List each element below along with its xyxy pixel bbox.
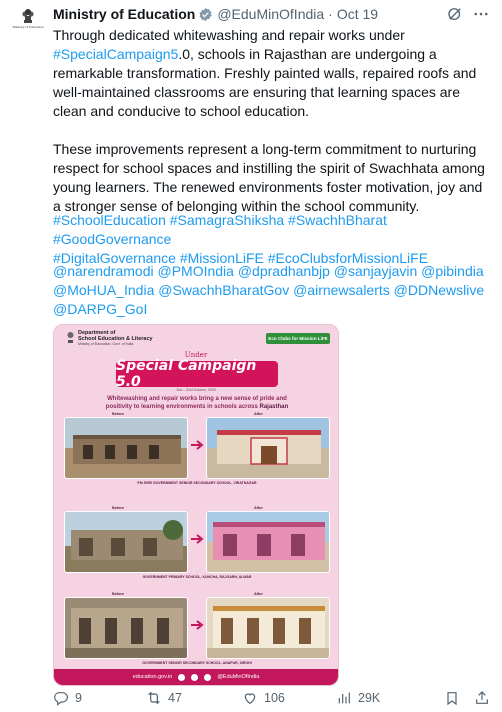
before-photo <box>64 597 188 659</box>
dept-subtitle: Ministry of Education, Govt. of India <box>78 342 134 346</box>
grok-icon[interactable] <box>446 5 464 23</box>
hashtag-list <box>53 211 493 268</box>
footer-handle: @EduMinOfIndia <box>217 674 260 680</box>
tweet-text <box>53 26 493 216</box>
eco-club-badge: Eco Clubs for Mission LiFE <box>266 333 330 344</box>
arrow-right-icon <box>190 534 204 544</box>
after-label: After <box>254 506 263 510</box>
dept-emblem-icon <box>66 330 75 344</box>
share-icon <box>474 690 490 706</box>
photo-row <box>64 412 330 485</box>
views-icon <box>336 690 352 706</box>
dept-name: Department of School Education & Literacy <box>78 330 153 342</box>
reply-count: 9 <box>75 691 82 705</box>
repost-count: 47 <box>168 691 182 705</box>
before-photo <box>64 511 188 573</box>
author-name[interactable]: Ministry of Education <box>53 6 196 22</box>
campaign-title: Special Campaign 5.0 <box>116 361 278 387</box>
school-name: GOVERNMENT SENIOR SECONDARY SCHOOL, ANAPUR, SIROHI <box>142 661 252 665</box>
like-count: 106 <box>264 691 285 705</box>
hashtag-line[interactable]: #DigitalGovernance #MissionLiFE #EcoClubsforMissionLiFE <box>53 250 429 266</box>
after-label: After <box>254 412 263 416</box>
reply-icon <box>53 690 69 706</box>
before-label: Before <box>112 592 125 596</box>
under-label: Under <box>184 351 208 359</box>
footer-website: education.gov.in <box>132 674 173 680</box>
photo-row <box>64 506 330 579</box>
hashtag-line[interactable]: #SchoolEducation #SamagraShiksha #SwachhBharat #GoodGovernance <box>53 212 387 247</box>
social-icon <box>178 674 185 681</box>
tweet-date[interactable]: Oct 19 <box>336 6 379 22</box>
action-bar <box>53 688 493 708</box>
arrow-right-icon <box>190 440 204 450</box>
campaign-dates: 2nd – 31st October, 2025 <box>176 388 216 392</box>
after-photo <box>206 417 330 479</box>
repost-icon <box>146 690 162 706</box>
after-label: After <box>254 592 263 596</box>
tweet-paragraph-1: Through dedicated whitewashing and repair works under #SpecialCampaign5.0, schools in Rajasthan are undergoing a remarkable transformation. Freshly painted walls, repaired roofs and well-maintained classrooms are ensuring that learning spaces are clean and conducive to school education. <box>53 27 477 119</box>
tweet-paragraph-2: These improvements represent a long-term commitment to nurturing respect for school spaces and instilling the spirit of Swachhata among young learners. The renewed environments foster motivation, joy and a stronger sense of belonging within the school community. <box>53 141 485 214</box>
like-icon <box>242 690 258 706</box>
views-button[interactable] <box>336 688 380 708</box>
social-icon <box>204 674 211 681</box>
after-photo <box>206 511 330 573</box>
verified-badge-icon <box>198 7 213 22</box>
mention-line[interactable]: @narendramodi @PMOIndia @dpradhanbjp @sanjayjavin @pibindia <box>53 263 484 279</box>
mention-line[interactable]: @MoHUA_India @SwachhBharatGov @airnewsalerts @DDNewslive <box>53 282 485 298</box>
reply-button[interactable] <box>53 688 82 708</box>
views-count: 29K <box>358 691 381 705</box>
more-icon[interactable] <box>472 5 490 23</box>
like-button[interactable] <box>242 688 285 708</box>
campaign-description: Whitewashing and repair works bring a new sense of pride and positivity to learning environments in schools across Rajasthan <box>105 396 289 410</box>
before-photo <box>64 417 188 479</box>
national-emblem-icon <box>21 6 35 24</box>
separator-dot: · <box>328 6 333 22</box>
mention-line[interactable]: @DARPG_GoI <box>53 301 148 317</box>
social-icon <box>191 674 198 681</box>
poster-header <box>54 325 338 351</box>
before-label: Before <box>112 506 125 510</box>
school-name: PM SHRI GOVERNMENT SENIOR SECONDARY SCHOOL, VIRATNAGAR <box>137 481 257 485</box>
bookmark-button[interactable] <box>444 688 460 708</box>
bookmark-icon <box>444 690 460 706</box>
tweet-header <box>53 4 492 24</box>
avatar[interactable] <box>8 6 48 40</box>
tweet-image[interactable] <box>53 324 339 686</box>
after-photo <box>206 597 330 659</box>
avatar-label: Ministry of Education <box>12 25 44 29</box>
repost-button[interactable] <box>146 688 182 708</box>
mention-list <box>53 262 493 319</box>
share-button[interactable] <box>474 688 490 708</box>
arrow-right-icon <box>190 620 204 630</box>
author-handle[interactable]: @EduMinOfIndia <box>217 6 325 22</box>
school-name: GOVERNMENT PRIMARY SCHOOL, KUNCHA, RAJGARH, ALWAR <box>142 575 252 579</box>
poster-footer <box>54 669 338 685</box>
before-label: Before <box>112 412 125 416</box>
hashtag-link[interactable]: #SpecialCampaign5 <box>53 46 179 62</box>
photo-row <box>64 592 330 665</box>
